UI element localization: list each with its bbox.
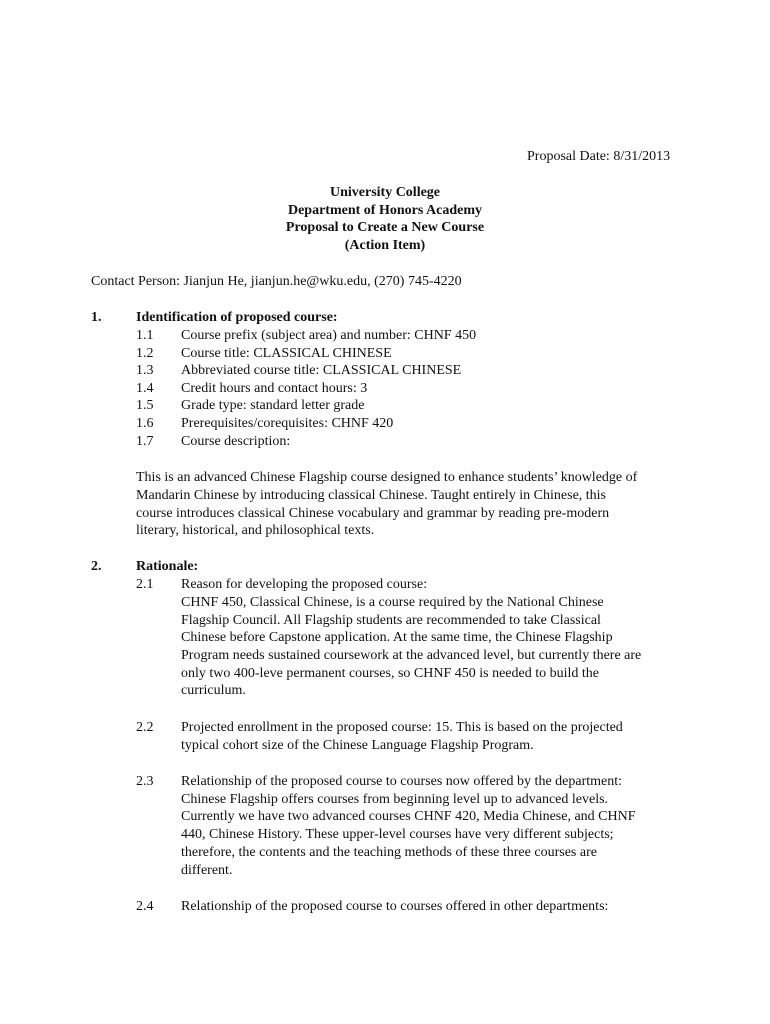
item-number: 1.5 — [136, 398, 154, 413]
item-line: Chinese before Capstone application. At the same time, the Chinese Flagship — [181, 630, 613, 645]
description-line: Mandarin Chinese by introducing classical Chinese. Taught entirely in Chinese, this — [136, 488, 607, 503]
item-line: typical cohort size of the Chinese Language Flagship Program. — [181, 738, 534, 753]
item-line: therefore, the contents and the teaching methods of these three courses are — [181, 845, 597, 860]
item-text: Abbreviated course title: CLASSICAL CHINESE — [181, 363, 462, 378]
item-line: Relationship of the proposed course to courses offered in other departments: — [181, 899, 609, 914]
item-text: Course title: CLASSICAL CHINESE — [181, 346, 392, 361]
item-number: 1.6 — [136, 416, 154, 431]
item-line: different. — [181, 863, 233, 878]
description-line: literary, historical, and philosophical texts. — [136, 523, 375, 538]
header-department: Department of Honors Academy — [287, 203, 483, 218]
item-line: Currently we have two advanced courses CHNF 420, Media Chinese, and CHNF — [181, 809, 636, 824]
item-line: Flagship Council. All Flagship students are recommended to take Classical — [181, 613, 601, 628]
item-line: only two 400-leve permanent courses, so CHNF 450 is needed to build the — [181, 666, 599, 681]
contact-person: Contact Person: Jianjun He, jianjun.he@wku.edu, (270) 745-4220 — [91, 274, 462, 289]
item-line: CHNF 450, Classical Chinese, is a course required by the National Chinese — [181, 595, 604, 610]
item-heading: Reason for developing the proposed course: — [181, 577, 428, 592]
section1-title: Identification of proposed course: — [136, 310, 338, 325]
section2-title: Rationale: — [136, 559, 199, 574]
item-number: 2.4 — [136, 899, 154, 914]
item-line: Relationship of the proposed course to courses now offered by the department: — [181, 774, 623, 789]
item-line: Chinese Flagship offers courses from beginning level up to advanced levels. — [181, 792, 609, 807]
description-line: course introduces classical Chinese vocabulary and grammar by reading pre-modern — [136, 506, 610, 521]
item-text: Prerequisites/corequisites: CHNF 420 — [181, 416, 394, 431]
item-number: 2.2 — [136, 720, 154, 735]
item-line: 440, Chinese History. These upper-level courses have very different subjects; — [181, 827, 614, 842]
item-number: 2.3 — [136, 774, 154, 789]
item-text: Course prefix (subject area) and number: CHNF 450 — [181, 328, 477, 343]
description-line: This is an advanced Chinese Flagship course designed to enhance students’ knowledge of — [136, 470, 638, 485]
item-line: Program needs sustained coursework at the advanced level, but currently there are — [181, 648, 642, 663]
item-number: 1.7 — [136, 434, 154, 449]
header-university: University College — [329, 185, 441, 200]
item-line: Projected enrollment in the proposed course: 15. This is based on the projected — [181, 720, 623, 735]
section1-number: 1. — [91, 310, 102, 325]
item-number: 1.3 — [136, 363, 154, 378]
item-number: 1.2 — [136, 346, 154, 361]
header-action-item: (Action Item) — [344, 238, 426, 253]
item-number: 1.4 — [136, 381, 154, 396]
item-text: Credit hours and contact hours: 3 — [181, 381, 368, 396]
section2-number: 2. — [91, 559, 102, 574]
item-number: 2.1 — [136, 577, 154, 592]
proposal-date: Proposal Date: 8/31/2013 — [527, 149, 671, 164]
item-line: curriculum. — [181, 683, 246, 698]
item-number: 1.1 — [136, 328, 154, 343]
item-text: Course description: — [181, 434, 291, 449]
header-proposal: Proposal to Create a New Course — [285, 220, 485, 235]
item-text: Grade type: standard letter grade — [181, 398, 365, 413]
